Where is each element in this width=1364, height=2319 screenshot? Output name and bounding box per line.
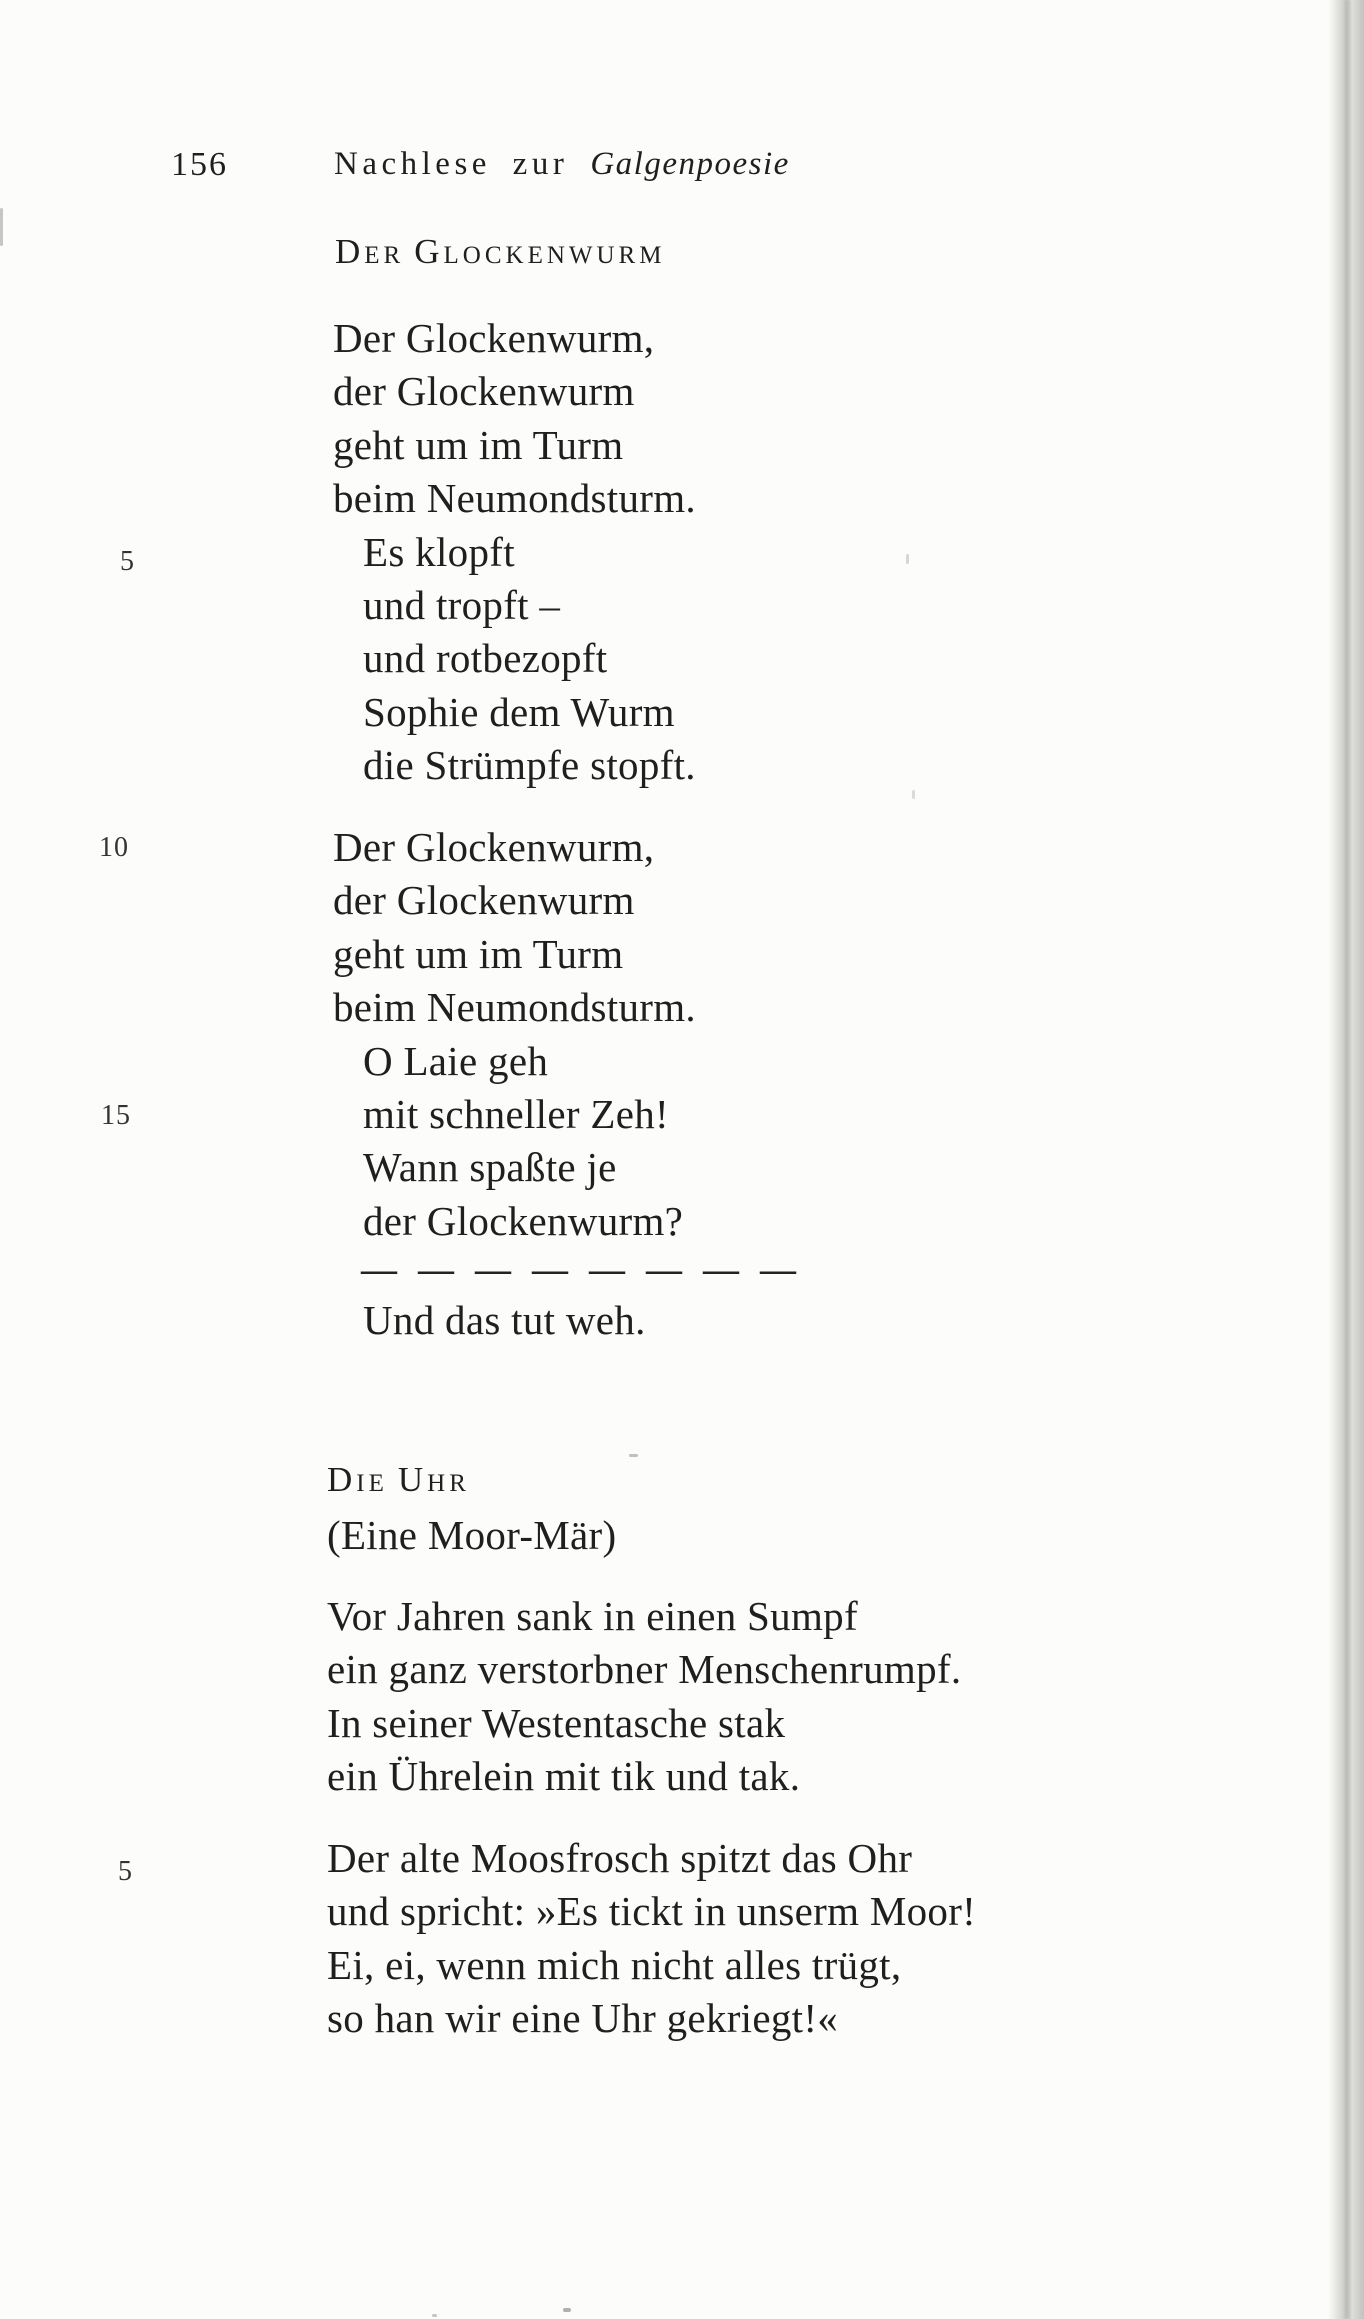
page-edge-streak bbox=[1345, 0, 1350, 2319]
poem-line: Vor Jahren sank in einen Sumpf bbox=[327, 1593, 858, 1639]
poem-line: und rotbezopft bbox=[363, 635, 608, 682]
poem-line: die Strümpfe stopft. bbox=[363, 742, 696, 789]
scan-speck bbox=[629, 1454, 638, 1457]
poem2-subtitle: (Eine Moor-Mär) bbox=[327, 1512, 617, 1558]
poem1-title-rest-2: LOCKENWURM bbox=[443, 242, 666, 269]
poem1-title-initial-1: D bbox=[335, 232, 365, 271]
line-number: 10 bbox=[99, 832, 129, 863]
poem-line: der Glockenwurm? bbox=[363, 1197, 684, 1244]
scan-speck bbox=[0, 208, 3, 246]
line-number: 15 bbox=[101, 1100, 131, 1131]
running-header bbox=[334, 138, 790, 191]
poem1-dash-separator: — — — — — — — — bbox=[361, 1249, 797, 1289]
poem-line: beim Neumondsturm. bbox=[333, 984, 696, 1031]
poem-line: geht um im Turm bbox=[333, 930, 624, 977]
poem2-title-initial-2: U bbox=[397, 1460, 428, 1499]
scan-speck bbox=[906, 554, 909, 564]
poem-line: ein Ührelein mit tik und tak. bbox=[327, 1753, 801, 1800]
page-number: 156 bbox=[171, 146, 228, 183]
poem1-stanza-2 bbox=[333, 821, 696, 1248]
poem2-stanza-1 bbox=[327, 1590, 961, 1804]
poem-line: mit schneller Zeh! bbox=[363, 1091, 669, 1138]
poem-line: Der Glockenwurm, bbox=[333, 824, 655, 870]
poem-line: und tropft – bbox=[363, 582, 561, 629]
line-number: 5 bbox=[118, 1856, 133, 1887]
poem-line: und spricht: »Es tickt in unserm Moor! bbox=[327, 1888, 977, 1935]
poem-line: Es klopft bbox=[363, 528, 515, 575]
poem2-title bbox=[327, 1453, 470, 1513]
poem-line: der Glockenwurm bbox=[333, 877, 635, 924]
poem2-title-initial-1: D bbox=[327, 1460, 357, 1499]
poem-line: Und das tut weh. bbox=[363, 1297, 646, 1343]
poem-line: so han wir eine Uhr gekriegt!« bbox=[327, 1995, 839, 2042]
poem-line: ein ganz verstorbner Menschenrumpf. bbox=[327, 1646, 962, 1693]
poem2-stanza-2 bbox=[327, 1832, 976, 2046]
poem-line: In seiner Westentasche stak bbox=[327, 1699, 786, 1746]
scan-speck bbox=[432, 2314, 437, 2317]
poem-line: der Glockenwurm bbox=[333, 368, 635, 415]
poem2-title-rest-2: HR bbox=[427, 1470, 470, 1497]
running-header-title-italic: Galgenpoesie bbox=[590, 146, 790, 182]
poem1-title-initial-2: G bbox=[414, 232, 444, 271]
running-header-text: Nachlese zur bbox=[334, 146, 569, 182]
poem1-title-rest-1: ER bbox=[364, 242, 405, 269]
line-number: 5 bbox=[120, 546, 135, 577]
poem1-stanza-1 bbox=[333, 312, 696, 793]
poem-line: beim Neumondsturm. bbox=[333, 475, 696, 522]
poem1-title bbox=[335, 225, 665, 285]
poem-line: geht um im Turm bbox=[333, 421, 624, 468]
poem1-final-line-block bbox=[363, 1294, 646, 1347]
poem-line: Wann spaßte je bbox=[363, 1144, 617, 1191]
poem-line: Sophie dem Wurm bbox=[363, 688, 675, 735]
poem-line: O Laie geh bbox=[363, 1037, 549, 1084]
scan-speck bbox=[912, 790, 915, 799]
poem-line: Ei, ei, wenn mich nicht alles trügt, bbox=[327, 1941, 902, 1988]
scan-speck bbox=[563, 2308, 571, 2312]
poem2-title-rest-1: IE bbox=[356, 1470, 388, 1497]
poem-line: Der alte Moosfrosch spitzt das Ohr bbox=[327, 1835, 913, 1881]
poem-line: Der Glockenwurm, bbox=[333, 315, 655, 361]
